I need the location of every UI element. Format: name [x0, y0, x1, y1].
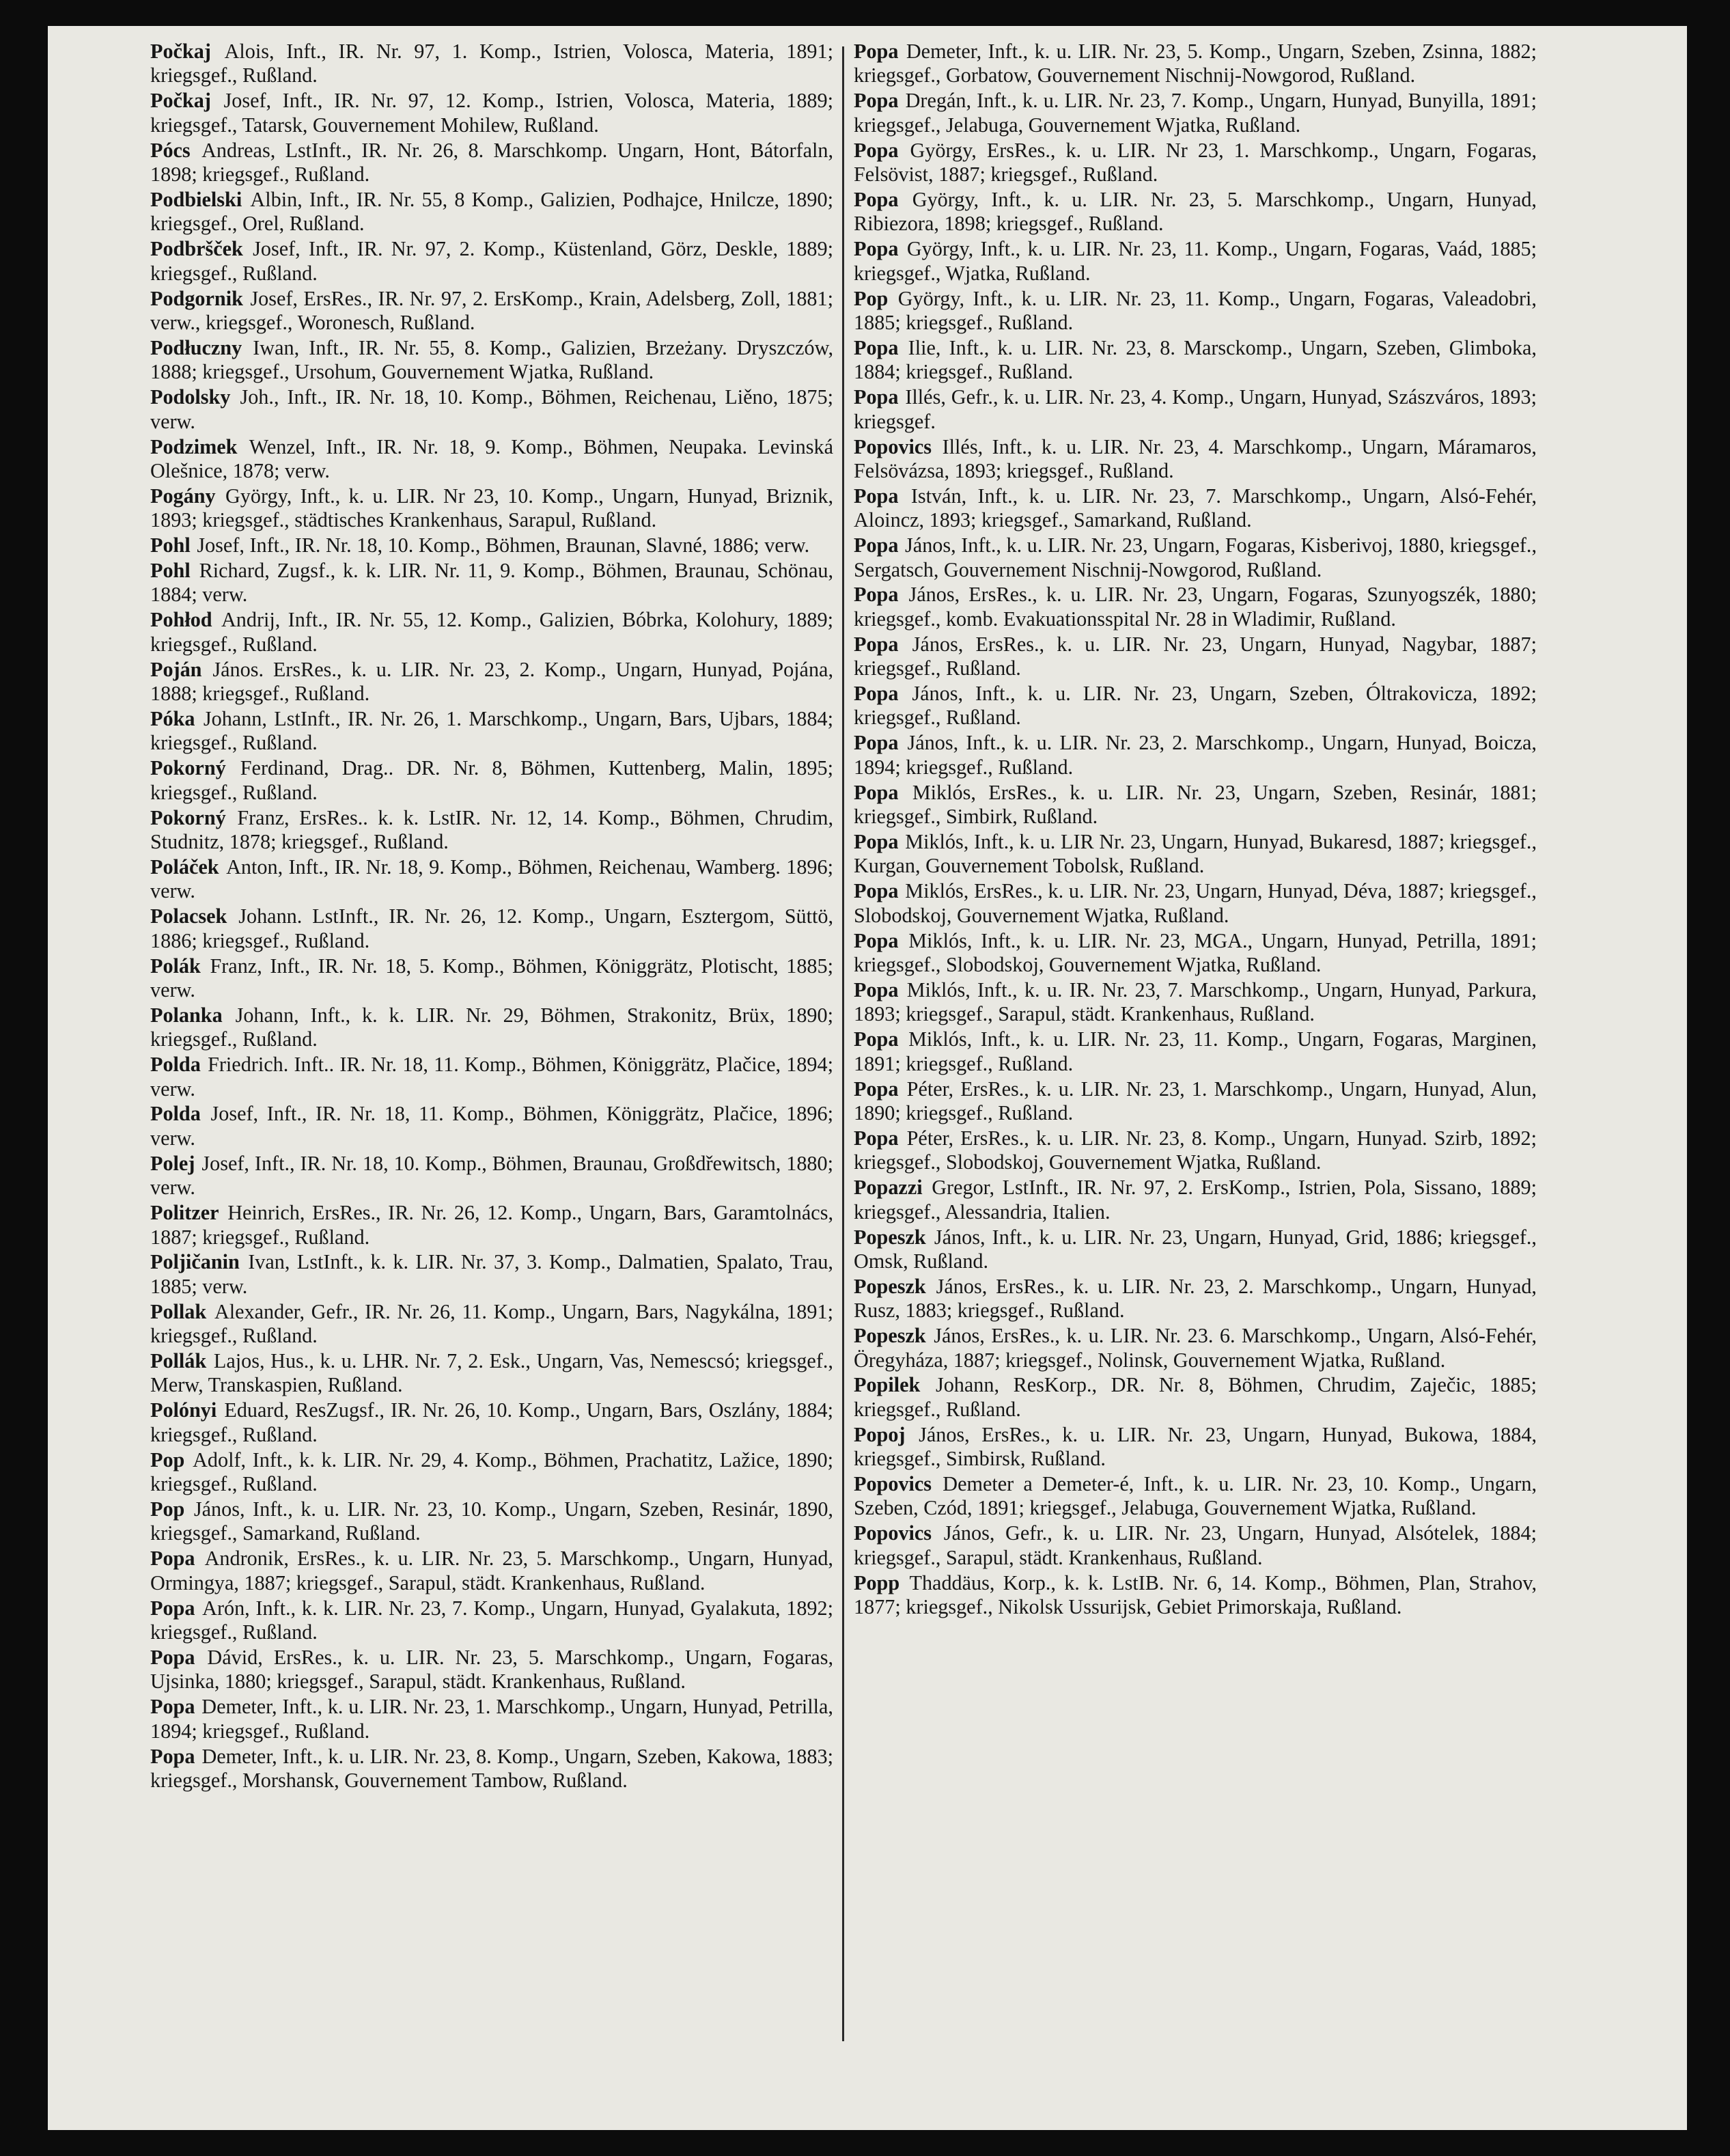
left-column [150, 40, 833, 2055]
right-column [854, 40, 1537, 2062]
list-entry [854, 385, 1537, 434]
entry-details: Péter, ErsRes., k. u. LIR. Nr. 23, 8. Komp., Ungarn, Hunyad. Szirb, 1892; kriegsgef., Slobodskoj, Gouvernement Wjatka, Rußland. [854, 1126, 1537, 1174]
entry-details: Demeter, Inft., k. u. LIR. Nr. 23, 8. Komp., Ungarn, Szeben, Kakowa, 1883; kriegsgef., Morshansk, Gouvernement Tambow, Rußland. [150, 1744, 833, 1792]
entry-surname: Podbršček [150, 237, 243, 261]
entry-surname: Popilek [854, 1373, 921, 1397]
list-entry [854, 237, 1537, 286]
entry-surname: Pokorný [150, 756, 226, 780]
list-entry [854, 1324, 1537, 1372]
entry-surname: Pohl [150, 534, 191, 557]
entry-details: Josef, Inft., IR. Nr. 97, 12. Komp., Istrien, Volosca, Materia, 1889; kriegsgef., Tatarsk, Gouvernement Mohilew, Rußland. [150, 89, 833, 137]
list-entry [150, 855, 833, 904]
entry-surname: Politzer [150, 1201, 219, 1225]
entry-surname: Popa [854, 632, 899, 656]
entry-surname: Poljičanin [150, 1250, 240, 1274]
list-entry [854, 1571, 1537, 1620]
list-entry [150, 806, 833, 855]
entry-surname: Pokorný [150, 805, 226, 829]
entry-details: János, Gefr., k. u. LIR. Nr. 23, Ungarn, Hunyad, Alsótelek, 1884; kriegsgef., Sarapul, städt. Krankenhaus, Rußland. [854, 1521, 1537, 1569]
entry-details: Miklós, Inft., k. u. LIR Nr. 23, Ungarn, Hunyad, Bukaresd, 1887; kriegsgef., Kurgan, Gouvernement Tobolsk, Rußland. [854, 830, 1537, 878]
list-entry [150, 89, 833, 137]
list-entry [854, 188, 1537, 236]
entry-details: Lajos, Hus., k. u. LHR. Nr. 7, 2. Esk., Ungarn, Vas, Nemescsó; kriegsgef., Merw, Transkaspien, Rußland. [150, 1349, 833, 1397]
entry-details: Miklós, Inft., k. u. IR. Nr. 23, 7. Marschkomp., Ungarn, Hunyad, Parkura, 1893; kriegsgef., Sarapul, städt. Krankenhaus, Rußland. [854, 978, 1537, 1026]
entry-details: Johann, LstInft., IR. Nr. 26, 1. Marschkomp., Ungarn, Bars, Ujbars, 1884; kriegsgef., Rußland. [150, 706, 833, 755]
list-entry [150, 756, 833, 805]
column-divider [842, 46, 844, 2041]
entry-details: János, Inft., k. u. LIR. Nr. 23, 2. Marschkomp., Ungarn, Hunyad, Boicza, 1894; kriegsgef., Rußland. [854, 731, 1537, 779]
entry-details: János, ErsRes., k. u. LIR. Nr. 23, Ungarn, Fogaras, Szunyogszék, 1880; kriegsgef., komb. Evakuationsspital Nr. 28 in Wladimir, Rußland. [854, 583, 1537, 631]
entry-surname: Popa [150, 1547, 195, 1571]
entry-surname: Póka [150, 706, 195, 730]
entry-surname: Popovics [854, 1472, 932, 1496]
entry-surname: Popa [854, 40, 899, 63]
entry-surname: Popa [854, 830, 899, 853]
list-entry [854, 1127, 1537, 1175]
entry-surname: Popa [854, 89, 899, 113]
entry-details: Demeter, Inft., k. u. LIR. Nr. 23, 1. Marschkomp., Ungarn, Hunyad, Petrilla, 1894; kriegsgef., Rußland. [150, 1695, 833, 1743]
entry-details: Franz, ErsRes.. k. k. LstIR. Nr. 12, 14. Komp., Böhmen, Chrudim, Studnitz, 1878; kriegsgef., Rußland. [150, 805, 833, 853]
entry-details: Demeter, Inft., k. u. LIR. Nr. 23, 5. Komp., Ungarn, Szeben, Zsinna, 1882; kriegsgef., Gorbatow, Gouvernement Nischnij-Nowgorod, Rußland. [854, 40, 1537, 87]
entry-surname: Popa [854, 682, 899, 706]
entry-surname: Popa [854, 385, 899, 409]
entry-surname: Popeszk [854, 1324, 926, 1348]
entry-details: Andronik, ErsRes., k. u. LIR. Nr. 23, 5. Marschkomp., Ungarn, Hunyad, Ormingya, 1887; kriegsgef., Sarapul, städt. Krankenhaus, Rußland. [150, 1547, 833, 1594]
list-entry [854, 287, 1537, 335]
entry-details: Ivan, LstInft., k. k. LIR. Nr. 37, 3. Komp., Dalmatien, Spalato, Trau, 1885; verw. [150, 1250, 833, 1298]
entry-details: Miklós, Inft., k. u. LIR. Nr. 23, MGA., Ungarn, Hunyad, Petrilla, 1891; kriegsgef., Slobodskoj, Gouvernement Wjatka, Rußland. [854, 928, 1537, 977]
entry-details: János. ErsRes., k. u. LIR. Nr. 23, 2. Komp., Ungarn, Hunyad, Pojána, 1888; kriegsgef., Rußland. [150, 657, 833, 706]
list-entry [150, 40, 833, 88]
list-entry [150, 1053, 833, 1101]
entry-details: György, Inft., k. u. LIR. Nr. 23, 5. Marschkomp., Ungarn, Hunyad, Ribiezora, 1898; kriegsgef., Rußland. [854, 187, 1537, 236]
entry-surname: Popa [854, 484, 899, 508]
entry-surname: Popa [854, 1027, 899, 1051]
entry-surname: Polacsek [150, 904, 227, 928]
list-entry [150, 287, 833, 335]
document-page [48, 26, 1687, 2130]
list-entry [150, 954, 833, 1003]
entry-details: Illés, Inft., k. u. LIR. Nr. 23, 4. Marschkomp., Ungarn, Máramaros, Felsövázsa, 1893; kriegsgef., Rußland. [854, 434, 1537, 482]
entry-surname: Polónyi [150, 1398, 217, 1422]
entry-details: Alois, Inft., IR. Nr. 97, 1. Komp., Istrien, Volosca, Materia, 1891; kriegsgef., Rußland. [150, 40, 833, 87]
list-entry [150, 1300, 833, 1349]
entry-surname: Popoj [854, 1422, 906, 1446]
list-entry [854, 1275, 1537, 1323]
list-entry [854, 1472, 1537, 1521]
entry-surname: Popa [854, 780, 899, 804]
entry-surname: Popa [150, 1645, 195, 1669]
entry-surname: Pogány [150, 484, 216, 508]
entry-details: Demeter a Demeter-é, Inft., k. u. LIR. Nr. 23, 10. Komp., Ungarn, Szeben, Czód, 1891; kriegsgef., Jelabuga, Gouvernement Wjatka, Rußland. [854, 1472, 1537, 1520]
entry-surname: Počkaj [150, 89, 211, 113]
list-entry [854, 1027, 1537, 1076]
list-entry [854, 40, 1537, 88]
list-entry [854, 484, 1537, 533]
list-entry [150, 435, 833, 484]
entry-surname: Popa [150, 1744, 195, 1768]
list-entry [854, 534, 1537, 582]
list-entry [854, 1226, 1537, 1274]
entry-surname: Popazzi [854, 1176, 923, 1200]
entry-surname: Popa [854, 187, 899, 211]
entry-details: Péter, ErsRes., k. u. LIR. Nr. 23, 1. Marschkomp., Ungarn, Hunyad, Alun, 1890; kriegsgef., Rußland. [854, 1077, 1537, 1124]
entry-details: Miklós, ErsRes., k. u. LIR. Nr. 23, Ungarn, Hunyad, Déva, 1887; kriegsgef., Slobodskoj, Gouvernement Wjatka, Rußland. [854, 879, 1537, 927]
entry-surname: Polej [150, 1151, 195, 1175]
entry-surname: Podgornik [150, 286, 243, 310]
entry-surname: Podbielski [150, 187, 242, 211]
entry-details: János, Inft., k. u. LIR. Nr. 23, Ungarn, Szeben, Óltrakovicza, 1892; kriegsgef., Rußland. [854, 682, 1537, 730]
list-entry [150, 1497, 833, 1546]
entry-surname: Popeszk [854, 1225, 926, 1249]
entry-surname: Polda [150, 1053, 201, 1077]
list-entry [150, 385, 833, 434]
entry-details: Josef, Inft., IR. Nr. 18, 11. Komp., Böhmen, Königgrätz, Plačice, 1896; verw. [150, 1102, 833, 1150]
entry-surname: Popeszk [854, 1274, 926, 1298]
entry-details: Arón, Inft., k. k. LIR. Nr. 23, 7. Komp., Ungarn, Hunyad, Gyalakuta, 1892; kriegsgef., Rußland. [150, 1596, 833, 1644]
list-entry [854, 929, 1537, 978]
entry-details: Johann, ResKorp., DR. Nr. 8, Böhmen, Chrudim, Zaječic, 1885; kriegsgef., Rußland. [854, 1373, 1537, 1421]
list-entry [150, 484, 833, 533]
entry-details: János, Inft., k. u. LIR. Nr. 23, Ungarn, Fogaras, Kisberivoj, 1880, kriegsgef., Sergatsch, Gouvernement Nischnij-Nowgorod, Rußland. [854, 534, 1537, 581]
entry-details: Johann, Inft., k. k. LIR. Nr. 29, Böhmen, Strakonitz, Brüx, 1890; kriegsgef., Rußland. [150, 1003, 833, 1051]
entry-surname: Pop [854, 286, 889, 310]
list-entry [854, 583, 1537, 631]
list-entry [854, 633, 1537, 681]
entry-details: János, ErsRes., k. u. LIR. Nr. 23, Ungarn, Hunyad, Nagybar, 1887; kriegsgef., Rußland. [854, 632, 1537, 680]
entry-details: Iwan, Inft., IR. Nr. 55, 8. Komp., Galizien, Brzeżany. Dryszczów, 1888; kriegsgef., Ursohum, Gouvernement Wjatka, Rußland. [150, 335, 833, 384]
entry-surname: Poláček [150, 855, 219, 879]
entry-surname: Polák [150, 954, 201, 978]
list-entry [150, 658, 833, 706]
entry-surname: Polda [150, 1102, 201, 1126]
entry-surname: Pohl [150, 559, 191, 583]
entry-surname: Popa [150, 1596, 195, 1620]
list-entry [854, 89, 1537, 137]
list-entry [150, 1646, 833, 1694]
list-entry [150, 534, 833, 557]
list-entry [854, 682, 1537, 730]
entry-surname: Popa [854, 978, 899, 1001]
list-entry [854, 139, 1537, 187]
list-entry [150, 1448, 833, 1497]
entry-details: Adolf, Inft., k. k. LIR. Nr. 29, 4. Komp., Böhmen, Prachatitz, Lažice, 1890; kriegsgef., Rußland. [150, 1448, 833, 1496]
entry-surname: Popa [854, 1126, 899, 1150]
entry-details: Anton, Inft., IR. Nr. 18, 9. Komp., Böhmen, Reichenau, Wamberg. 1896; verw. [150, 855, 833, 903]
entry-details: Albin, Inft., IR. Nr. 55, 8 Komp., Galizien, Podhajce, Hnilcze, 1890; kriegsgef., Orel, Rußland. [150, 187, 833, 236]
list-entry [150, 1152, 833, 1200]
list-entry [854, 1176, 1537, 1224]
list-entry [150, 237, 833, 286]
list-entry [150, 1547, 833, 1595]
list-entry [150, 1597, 833, 1645]
entry-details: Ilie, Inft., k. u. LIR. Nr. 23, 8. Marsckomp., Ungarn, Szeben, Glimboka, 1884; kriegsgef., Rußland. [854, 335, 1537, 384]
entry-details: Ferdinand, Drag.. DR. Nr. 8, Böhmen, Kuttenberg, Malin, 1895; kriegsgef., Rußland. [150, 756, 833, 804]
entry-details: Andreas, LstInft., IR. Nr. 26, 8. Marschkomp. Ungarn, Hont, Bátorfaln, 1898; kriegsgef., Rußland. [150, 138, 833, 186]
entry-details: János, ErsRes., k. u. LIR. Nr. 23, 2. Marschkomp., Ungarn, Hunyad, Rusz, 1883; kriegsgef., Rußland. [854, 1274, 1537, 1323]
entry-surname: Popa [854, 879, 899, 903]
entry-details: Franz, Inft., IR. Nr. 18, 5. Komp., Böhmen, Königgrätz, Plotischt, 1885; verw. [150, 954, 833, 1001]
entry-details: Wenzel, Inft., IR. Nr. 18, 9. Komp., Böhmen, Neupaka. Levinská Olešnice, 1878; verw. [150, 434, 833, 482]
entry-details: György, Inft., k. u. LIR. Nr 23, 10. Komp., Ungarn, Hunyad, Briznik, 1893; kriegsgef., städtisches Krankenhaus, Sarapul, Rußland. [150, 484, 833, 532]
entry-details: János, Inft., k. u. LIR. Nr. 23, Ungarn, Hunyad, Grid, 1886; kriegsgef., Omsk, Rußland. [854, 1225, 1537, 1273]
list-entry [150, 1201, 833, 1249]
entry-surname: Podolsky [150, 385, 231, 409]
entry-details: György, Inft., k. u. LIR. Nr. 23, 11. Komp., Ungarn, Fogaras, Vaád, 1885; kriegsgef., Wjatka, Rußland. [854, 237, 1537, 285]
list-entry [150, 1349, 833, 1398]
entry-surname: Popa [854, 138, 899, 162]
entry-surname: Popa [854, 583, 899, 607]
entry-details: György, ErsRes., k. u. LIR. Nr 23, 1. Marschkomp., Ungarn, Fogaras, Felsövist, 1887; kriegsgef., Rußland. [854, 138, 1537, 186]
entry-details: Dávid, ErsRes., k. u. LIR. Nr. 23, 5. Marschkomp., Ungarn, Fogaras, Ujsinka, 1880; kriegsgef., Sarapul, städt. Krankenhaus, Rußland. [150, 1645, 833, 1694]
entry-details: Johann. LstInft., IR. Nr. 26, 12. Komp., Ungarn, Esztergom, Süttö, 1886; kriegsgef., Rußland. [150, 904, 833, 952]
entry-details: Gregor, LstInft., IR. Nr. 97, 2. ErsKomp., Istrien, Pola, Sissano, 1889; kriegsgef., Alessandria, Italien. [854, 1176, 1537, 1224]
entry-details: Joh., Inft., IR. Nr. 18, 10. Komp., Böhmen, Reichenau, Liěno, 1875; verw. [150, 385, 833, 433]
entry-details: Andrij, Inft., IR. Nr. 55, 12. Komp., Galizien, Bóbrka, Kolohury, 1889; kriegsgef., Rußland. [150, 608, 833, 656]
list-entry [854, 435, 1537, 484]
list-entry [150, 1102, 833, 1150]
entry-details: Richard, Zugsf., k. k. LIR. Nr. 11, 9. Komp., Böhmen, Braunau, Schönau, 1884; verw. [150, 559, 833, 607]
entry-details: János, Inft., k. u. LIR. Nr. 23, 10. Komp., Ungarn, Szeben, Resinár, 1890, kriegsgef., Samarkand, Rußland. [150, 1497, 833, 1545]
entry-surname: Popa [854, 1077, 899, 1101]
list-entry [150, 139, 833, 187]
entry-details: István, Inft., k. u. LIR. Nr. 23, 7. Marschkomp., Ungarn, Alsó-Fehér, Aloincz, 1893; kriegsgef., Samarkand, Rußland. [854, 484, 1537, 532]
entry-details: Josef, Inft., IR. Nr. 18, 10. Komp., Böhmen, Braunan, Slavné, 1886; verw. [197, 534, 810, 557]
entry-surname: Pollák [150, 1349, 207, 1373]
entry-details: Josef, ErsRes., IR. Nr. 97, 2. ErsKomp., Krain, Adelsberg, Zoll, 1881; verw., kriegsgef., Woronesch, Rußland. [150, 286, 833, 334]
entry-surname: Polanka [150, 1003, 223, 1027]
entry-details: Illés, Gefr., k. u. LIR. Nr. 23, 4. Komp., Ungarn, Hunyad, Szászváros, 1893; kriegsgef. [854, 385, 1537, 433]
list-entry [150, 188, 833, 236]
entry-surname: Popa [854, 534, 899, 557]
entry-surname: Pollak [150, 1299, 207, 1323]
entry-surname: Popa [854, 335, 899, 359]
entry-surname: Pop [150, 1448, 185, 1471]
entry-details: Alexander, Gefr., IR. Nr. 26, 11. Komp., Ungarn, Bars, Nagykálna, 1891; kriegsgef., Rußland. [150, 1299, 833, 1348]
list-entry [854, 1373, 1537, 1422]
entry-details: Dregán, Inft., k. u. LIR. Nr. 23, 7. Komp., Ungarn, Hunyad, Bunyilla, 1891; kriegsgef., Jelabuga, Gouvernement Wjatka, Rußland. [854, 89, 1537, 137]
list-entry [150, 1250, 833, 1299]
entry-details: Thaddäus, Korp., k. k. LstIB. Nr. 6, 14. Komp., Böhmen, Plan, Strahov, 1877; kriegsgef., Nikolsk Ussurijsk, Gebiet Primorskaja, Rußland. [854, 1571, 1537, 1619]
entry-surname: Pócs [150, 138, 191, 162]
entry-details: Josef, Inft., IR. Nr. 97, 2. Komp., Küstenland, Görz, Deskle, 1889; kriegsgef., Rußland. [150, 237, 833, 285]
list-entry [150, 336, 833, 385]
list-entry [150, 1695, 833, 1743]
entry-details: Miklós, ErsRes., k. u. LIR. Nr. 23, Ungarn, Szeben, Resinár, 1881; kriegsgef., Simbirk, Rußland. [854, 780, 1537, 829]
list-entry [854, 1521, 1537, 1570]
entry-details: Friedrich. Inft.. IR. Nr. 18, 11. Komp., Böhmen, Königgrätz, Plačice, 1894; verw. [150, 1053, 833, 1101]
list-entry [150, 1004, 833, 1052]
list-entry [854, 781, 1537, 829]
entry-details: Miklós, Inft., k. u. LIR. Nr. 23, 11. Komp., Ungarn, Fogaras, Marginen, 1891; kriegsgef., Rußland. [854, 1027, 1537, 1075]
entry-surname: Pohłod [150, 608, 212, 632]
list-entry [854, 830, 1537, 879]
list-entry [854, 978, 1537, 1027]
list-entry [150, 904, 833, 953]
list-entry [150, 1398, 833, 1447]
list-entry [150, 559, 833, 607]
list-entry [150, 608, 833, 657]
entry-surname: Popa [854, 731, 899, 755]
entry-details: Eduard, ResZugsf., IR. Nr. 26, 10. Komp., Ungarn, Bars, Oszlány, 1884; kriegsgef., Rußland. [150, 1398, 833, 1446]
entry-surname: Popovics [854, 1521, 932, 1545]
list-entry [854, 1077, 1537, 1126]
list-entry [150, 1745, 833, 1793]
entry-surname: Popa [854, 928, 899, 952]
list-entry [854, 879, 1537, 928]
entry-surname: Popa [854, 237, 899, 261]
entry-surname: Popp [854, 1571, 900, 1594]
entry-details: János, ErsRes., k. u. LIR. Nr. 23, Ungarn, Hunyad, Bukowa, 1884, kriegsgef., Simbirsk, Rußland. [854, 1422, 1537, 1471]
list-entry [854, 1423, 1537, 1471]
entry-details: János, ErsRes., k. u. LIR. Nr. 23. 6. Marschkomp., Ungarn, Alsó-Fehér, Öregyháza, 1887; kriegsgef., Nolinsk, Gouvernement Wjatka, Rußland. [854, 1324, 1537, 1372]
list-entry [854, 336, 1537, 385]
entry-surname: Popa [150, 1695, 195, 1719]
entry-surname: Podłuczny [150, 335, 242, 359]
entry-details: Josef, Inft., IR. Nr. 18, 10. Komp., Böhmen, Braunau, Großdřewitsch, 1880; verw. [150, 1151, 833, 1200]
entry-details: György, Inft., k. u. LIR. Nr. 23, 11. Komp., Ungarn, Fogaras, Valeadobri, 1885; kriegsgef., Rußland. [854, 286, 1537, 334]
entry-surname: Pop [150, 1497, 185, 1521]
entry-details: Heinrich, ErsRes., IR. Nr. 26, 12. Komp., Ungarn, Bars, Garamtolnács, 1887; kriegsgef., Rußland. [150, 1201, 833, 1249]
list-entry [150, 707, 833, 756]
entry-surname: Poján [150, 657, 202, 681]
entry-surname: Popovics [854, 434, 932, 458]
entry-surname: Počkaj [150, 40, 211, 63]
list-entry [854, 731, 1537, 779]
entry-surname: Podzimek [150, 434, 238, 458]
